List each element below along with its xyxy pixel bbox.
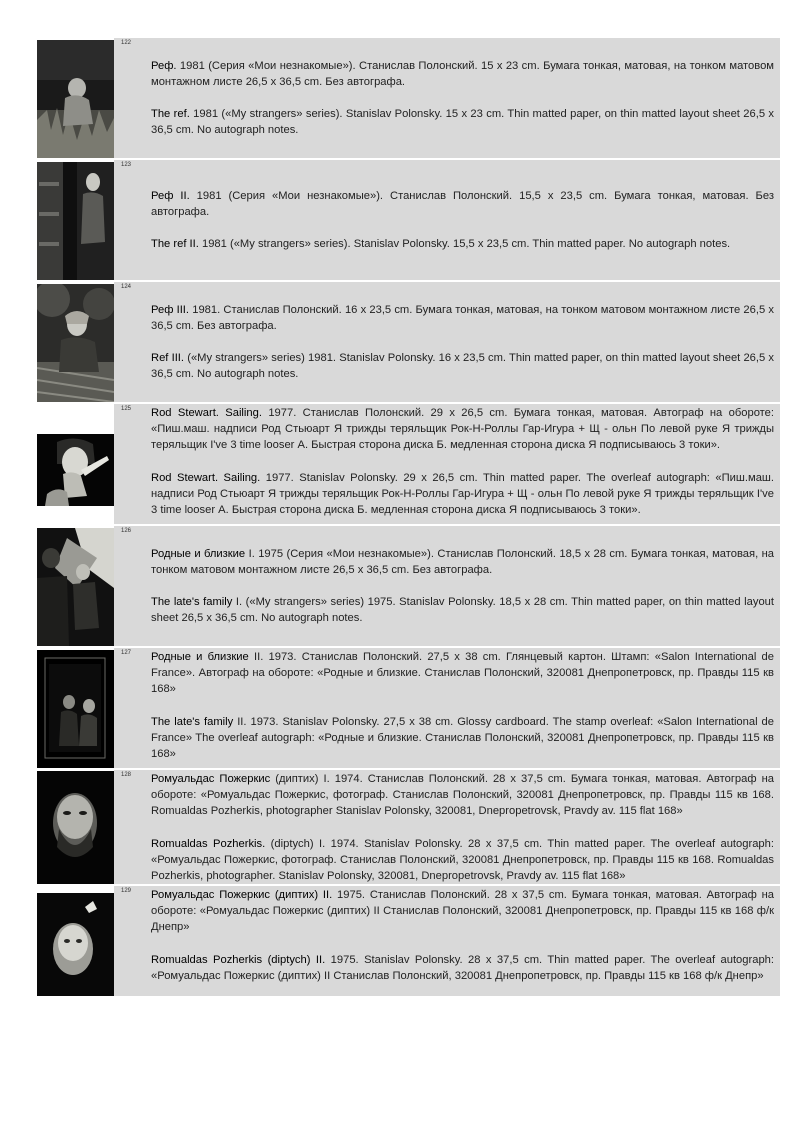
thumbnail-cell xyxy=(36,282,114,402)
item-number: 126 xyxy=(121,528,132,534)
english-description xyxy=(151,470,774,519)
english-title: The ref. xyxy=(151,108,190,120)
russian-details: II. 1973. Станислав Полонский. 27,5 x 38 cm. Глянцевый картон. Штамп: «Salon International de France». Автограф на обороте: «Родные и близкие. Станислав Полонский, 320081 Днепропетровск, пр. Правды 115 кв 168» xyxy=(151,651,774,696)
russian-description xyxy=(151,58,774,90)
english-description xyxy=(151,106,774,138)
description-cell xyxy=(144,886,780,996)
photo-thumbnail xyxy=(37,434,114,506)
catalog-row xyxy=(36,282,780,404)
russian-title: Ромуальдас Пожеркис xyxy=(151,773,271,785)
russian-description xyxy=(151,405,774,454)
english-description xyxy=(151,350,774,382)
thumbnail-cell xyxy=(36,38,114,158)
english-details: 1975. Stanislav Polonsky. 28 x 37,5 cm. Thin matted paper. The overleaf autograph: «Ромуальдас Пожеркис (диптих) II Станислав Полонский, 320081 Днепропетровск, пр. Правды 115 кв 168 ф/к Днепр» xyxy=(151,953,774,982)
english-details: I. («My strangers» series) 1975. Stanislav Polonsky. 18,5 x 28 cm. Thin matted paper, on thin matted layout sheet 26,5 x 36,5 cm. No autograph notes. xyxy=(151,596,774,625)
item-number: 128 xyxy=(121,772,132,778)
russian-title: Ромуальдас Пожеркис (диптих) II. xyxy=(151,889,333,901)
english-details: 1981 («My strangers» series). Stanislav Polonsky. 15,5 x 23,5 cm. Thin matted paper. No autograph notes. xyxy=(198,238,731,251)
english-details: (diptych) I. 1974. Stanislav Polonsky. 28 x 37,5 cm. Thin matted paper. The overleaf autograph: «Ромуальдас Пожеркис, фотограф. Станислав Полонский, 320081 Днепропетровск, пр. Правды 115 кв 168. Romualdas Pozherkis, photographer. Stanislav Polonsky, 320081, Dnepropetrovsk, Pravdy av. 115 flat 168» xyxy=(151,837,774,883)
russian-title: Реф III. xyxy=(151,303,190,316)
english-title: The late's family xyxy=(151,596,233,608)
item-number: 125 xyxy=(121,406,132,412)
catalog-row xyxy=(36,404,780,526)
english-title: Romualdas Pozherkis (diptych) II. xyxy=(151,953,326,966)
description-cell xyxy=(144,404,780,524)
english-description xyxy=(151,594,774,626)
english-details: 1981 («My strangers» series). Stanislav Polonsky. 15 x 23 cm. Thin matted paper, on thin matted layout sheet 26,5 x 36,5 cm. No autograph notes. xyxy=(151,108,774,137)
thumbnail-cell xyxy=(36,526,114,646)
russian-title: Реф. xyxy=(151,59,177,72)
photo-thumbnail xyxy=(37,893,114,996)
thumbnail-cell xyxy=(36,160,114,280)
number-cell xyxy=(114,160,144,280)
photo-thumbnail xyxy=(37,650,114,768)
number-cell xyxy=(114,282,144,402)
russian-description xyxy=(151,188,774,220)
russian-title: Rod Stewart. Sailing. xyxy=(151,407,262,419)
number-cell xyxy=(114,38,144,158)
item-number: 123 xyxy=(121,162,132,168)
number-cell xyxy=(114,886,144,996)
catalog-row xyxy=(36,770,780,886)
russian-title: Родные и близкие xyxy=(151,547,246,560)
english-description xyxy=(151,714,774,763)
thumbnail-cell xyxy=(36,886,114,996)
english-title: Romualdas Pozherkis. xyxy=(151,837,266,850)
english-details: 1977. Stanislav Polonsky. 29 x 26,5 cm. Thin matted paper. The overleaf autograph: «Пиш.маш. надписи Род Стьюарт Я трижды теряльщик Рок-Н-Роллы Гар-Игура + Щ - ольн По левой руке Я трижды теряльщик I've 3 time looser А. Быстрая сторона диска Б. медленная сторона диска Я подписываюсь 3 токи». xyxy=(151,471,775,517)
russian-description xyxy=(151,546,774,578)
thumbnail-cell xyxy=(36,648,114,768)
photo-thumbnail xyxy=(37,284,114,402)
description-cell xyxy=(144,648,780,768)
english-title: Ref III. xyxy=(151,352,185,364)
catalog-row xyxy=(36,38,780,160)
number-cell xyxy=(114,404,144,524)
thumbnail-cell xyxy=(36,770,114,884)
catalog-row xyxy=(36,526,780,648)
photo-thumbnail xyxy=(37,771,114,884)
russian-description xyxy=(151,649,774,698)
english-details: («My strangers» series) 1981. Stanislav Polonsky. 16 x 23,5 cm. Thin matted paper, on thin matted layout sheet 26,5 x 36,5 cm. No autograph notes. xyxy=(151,352,775,381)
catalog-row xyxy=(36,648,780,770)
item-number: 129 xyxy=(121,888,132,894)
russian-details: 1977. Станислав Полонский. 29 x 26,5 cm. Бумага тонкая, матовая. Автограф на обороте: «Пиш.маш. надписи Род Стьюарт Я трижды теряльщик Рок-Н-Роллы Гар-Игура + Щ - ольн По левой руке Я трижды теряльщик I've 3 time looser А. Быстрая сторона диска Б. медленная сторона диска Я подписываюсь 3 токи». xyxy=(151,407,775,452)
russian-details: 1981. Станислав Полонский. 16 x 23,5 cm. Бумага тонкая, матовая, на тонком матовом монтажном листе 26,5 x 36,5 cm. Без автографа. xyxy=(151,303,774,332)
number-cell xyxy=(114,526,144,646)
photo-thumbnail xyxy=(37,162,114,280)
number-cell xyxy=(114,648,144,768)
english-title: The late's family xyxy=(151,715,234,728)
photo-thumbnail xyxy=(37,40,114,158)
item-number: 127 xyxy=(121,650,132,656)
description-cell xyxy=(144,282,780,402)
description-cell xyxy=(144,160,780,280)
english-description xyxy=(151,952,774,984)
russian-details: I. 1975 (Серия «Мои незнакомые»). Станислав Полонский. 18,5 x 28 cm. Бумага тонкая, матовая, на тонком матовом монтажном листе 26,5 x 36,5 cm. Без автографа. xyxy=(151,547,775,576)
english-description xyxy=(151,836,774,885)
russian-details: 1975. Станислав Полонский. 28 x 37,5 cm. Бумага тонкая, матовая. Автограф на обороте: «Ромуальдас Пожеркис (диптих) II Станислав Полонский, 320081 Днепропетровск, пр. Правды 115 кв 168 ф/к Днепр» xyxy=(151,889,775,934)
catalog-table xyxy=(36,38,780,996)
catalog-row xyxy=(36,886,780,996)
catalog-row xyxy=(36,160,780,282)
russian-details: (диптих) I. 1974. Станислав Полонский. 28 x 37,5 cm. Бумага тонкая, матовая. Автограф на обороте: «Ромуальдас Пожеркис, фотограф. Станислав Полонский, 320081 Днепропетровск, пр. Правды 115 кв 168. Romualdas Pozherkis, photographer Stanislav Polonsky, 320081, Dnepropetrovsk, Pravdy av. 115 flat 168» xyxy=(151,773,774,818)
russian-description xyxy=(151,302,774,334)
russian-title: Родные и близкие xyxy=(151,651,249,663)
russian-description xyxy=(151,771,774,820)
description-cell xyxy=(144,38,780,158)
item-number: 124 xyxy=(121,284,132,290)
description-cell xyxy=(144,526,780,646)
thumbnail-cell xyxy=(36,404,114,524)
item-number: 122 xyxy=(121,40,132,46)
russian-details: 1981 (Серия «Мои незнакомые»). Станислав Полонский. 15 x 23 cm. Бумага тонкая, матовая, на тонком матовом монтажном листе 26,5 x 36,5 cm. Без автографа. xyxy=(151,59,774,88)
english-description xyxy=(151,236,774,252)
description-cell xyxy=(144,770,780,884)
photo-thumbnail xyxy=(37,528,114,646)
english-title: The ref II. xyxy=(151,238,199,251)
number-cell xyxy=(114,770,144,884)
english-title: Rod Stewart. Sailing. xyxy=(151,471,261,484)
russian-title: Реф II. xyxy=(151,189,190,202)
english-details: II. 1973. Stanislav Polonsky. 27,5 x 38 cm. Glossy cardboard. The stamp overleaf: «Salon International de France» The overleaf autograph: «Родные и близкие. Станислав Полонский, 320081 Днепропетровск, пр. Правды 115 кв 168» xyxy=(151,715,774,761)
russian-description xyxy=(151,887,774,936)
russian-details: 1981 (Серия «Мои незнакомые»). Станислав Полонский. 15,5 x 23,5 cm. Бумага тонкая, матовая. Без автографа. xyxy=(151,189,774,218)
